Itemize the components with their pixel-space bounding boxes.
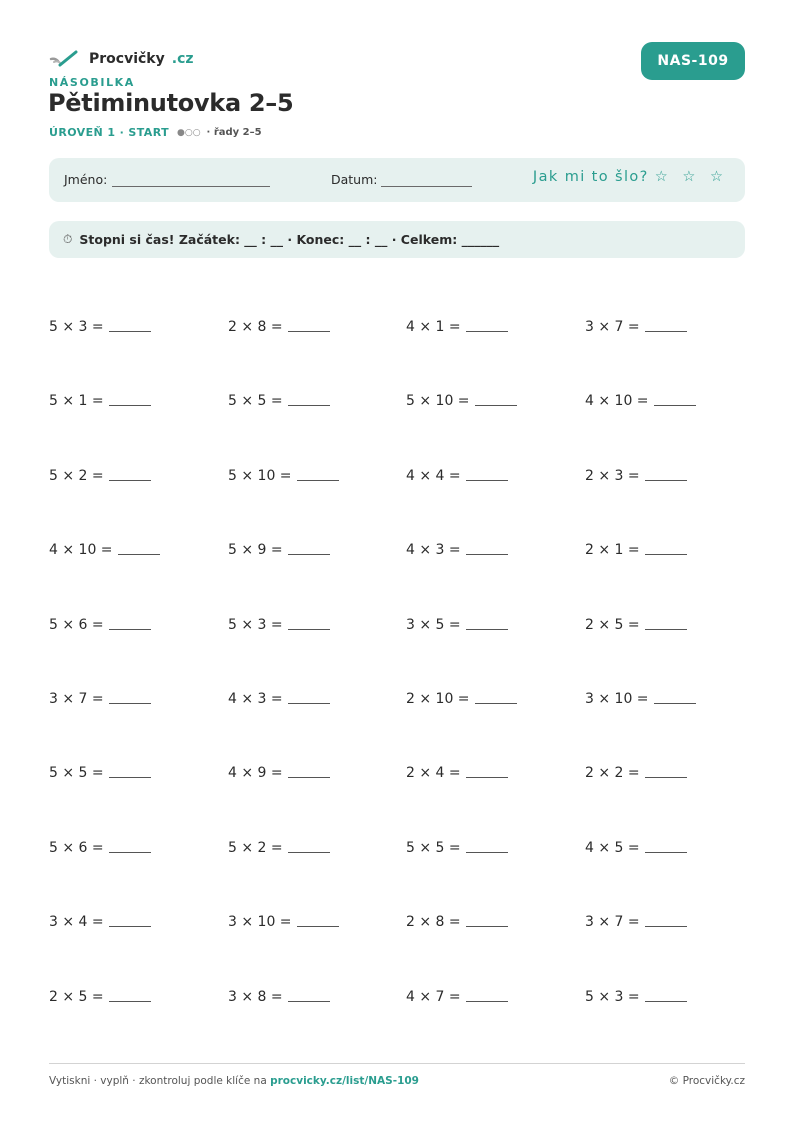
problem-item xyxy=(49,983,151,1005)
problem-expression: 5 × 1 = xyxy=(49,393,104,410)
checkmark-logo-icon xyxy=(49,49,79,69)
rows-label: · řady 2–5 xyxy=(206,127,262,138)
problem-item xyxy=(585,759,687,781)
worksheet-code-badge: NAS-109 xyxy=(641,42,745,80)
topic-kicker: NÁSOBILKA xyxy=(49,76,135,89)
footer-copyright: © Procvičky.cz xyxy=(668,1075,745,1087)
problem-expression: 2 × 5 = xyxy=(585,616,640,633)
problem-row xyxy=(49,908,764,982)
answer-blank[interactable] xyxy=(288,1001,330,1002)
problem-item xyxy=(406,462,508,484)
problem-item xyxy=(406,387,517,409)
problem-expression: 4 × 10 = xyxy=(49,542,113,559)
problem-expression: 4 × 3 = xyxy=(406,542,461,559)
name-bar xyxy=(49,158,745,202)
problem-expression: 3 × 7 = xyxy=(49,690,104,707)
answer-blank[interactable] xyxy=(645,331,687,332)
answer-blank[interactable] xyxy=(466,629,508,630)
problem-expression: 5 × 10 = xyxy=(406,393,470,410)
rating-stars[interactable]: ☆ ☆ ☆ xyxy=(654,169,728,185)
problem-item xyxy=(585,462,687,484)
answer-blank[interactable] xyxy=(466,480,508,481)
problem-item xyxy=(406,834,508,856)
answer-blank[interactable] xyxy=(645,554,687,555)
problem-row xyxy=(49,834,764,908)
answer-blank[interactable] xyxy=(109,926,151,927)
problem-expression: 5 × 5 = xyxy=(406,839,461,856)
problem-item xyxy=(228,313,330,335)
answer-blank[interactable] xyxy=(297,926,339,927)
problem-expression: 4 × 1 = xyxy=(406,319,461,335)
problem-expression: 5 × 6 = xyxy=(49,616,104,633)
page-title: Pětiminutovka 2–5 xyxy=(48,89,294,117)
self-rating-label: Jak mi to šlo? xyxy=(532,169,649,185)
problem-expression: 5 × 10 = xyxy=(228,467,292,484)
answer-blank[interactable] xyxy=(288,554,330,555)
problem-expression: 2 × 10 = xyxy=(406,690,470,707)
answer-blank[interactable] xyxy=(288,777,330,778)
problem-row xyxy=(49,611,764,685)
problem-item xyxy=(406,759,508,781)
level-line xyxy=(49,126,262,139)
answer-blank[interactable] xyxy=(109,331,151,332)
problem-item xyxy=(49,908,151,930)
problem-item xyxy=(49,611,151,633)
problem-item xyxy=(49,536,160,558)
date-label: Datum: xyxy=(331,172,378,187)
problem-expression: 5 × 6 = xyxy=(49,839,104,856)
answer-blank[interactable] xyxy=(645,926,687,927)
answer-blank[interactable] xyxy=(466,852,508,853)
brand-tld: .cz xyxy=(171,51,194,67)
footer-divider xyxy=(49,1063,745,1064)
answer-blank[interactable] xyxy=(645,480,687,481)
brand-name: Procvičky xyxy=(89,51,165,67)
answer-blank[interactable] xyxy=(475,405,517,406)
answer-blank[interactable] xyxy=(654,405,696,406)
problem-expression: 3 × 5 = xyxy=(406,616,461,633)
answer-blank[interactable] xyxy=(645,852,687,853)
stopwatch-icon: ⏱ xyxy=(63,232,73,246)
problem-row xyxy=(49,536,764,610)
problem-item xyxy=(406,983,508,1005)
problem-expression: 5 × 3 = xyxy=(585,988,640,1005)
problem-item xyxy=(228,462,339,484)
problem-item xyxy=(228,983,330,1005)
problem-expression: 2 × 1 = xyxy=(585,542,640,559)
timer-bar xyxy=(49,221,745,258)
problem-item xyxy=(228,834,330,856)
answer-blank[interactable] xyxy=(288,852,330,853)
problem-expression: 3 × 4 = xyxy=(49,914,104,931)
answer-blank[interactable] xyxy=(288,703,330,704)
answer-blank[interactable] xyxy=(109,1001,151,1002)
problem-expression: 2 × 4 = xyxy=(406,765,461,782)
answer-blank[interactable] xyxy=(297,480,339,481)
answer-blank[interactable] xyxy=(118,554,160,555)
problem-item xyxy=(228,685,330,707)
problem-expression: 3 × 10 = xyxy=(585,690,649,707)
answer-blank[interactable] xyxy=(466,777,508,778)
answer-blank[interactable] xyxy=(466,331,508,332)
answer-blank[interactable] xyxy=(466,926,508,927)
problem-expression: 5 × 9 = xyxy=(228,542,283,559)
answer-blank[interactable] xyxy=(645,1001,687,1002)
footer-instructions xyxy=(49,1075,419,1087)
answer-blank[interactable] xyxy=(109,405,151,406)
footer-link[interactable]: procvicky.cz/list/NAS-109 xyxy=(270,1075,419,1087)
problem-expression: 4 × 7 = xyxy=(406,988,461,1005)
problem-expression: 3 × 8 = xyxy=(228,988,283,1005)
problem-item xyxy=(406,685,517,707)
problem-expression: 4 × 9 = xyxy=(228,765,283,782)
problem-expression: 2 × 8 = xyxy=(406,914,461,931)
problem-row xyxy=(49,685,764,759)
self-rating xyxy=(533,169,728,185)
problem-item xyxy=(585,908,687,930)
answer-blank[interactable] xyxy=(109,480,151,481)
problem-item xyxy=(585,536,687,558)
problem-item xyxy=(49,313,151,335)
problem-expression: 4 × 5 = xyxy=(585,839,640,856)
answer-blank[interactable] xyxy=(466,1001,508,1002)
problem-expression: 3 × 10 = xyxy=(228,914,292,931)
answer-blank[interactable] xyxy=(288,405,330,406)
problem-item xyxy=(228,611,330,633)
problem-item xyxy=(228,908,339,930)
problem-item xyxy=(49,834,151,856)
problem-expression: 4 × 3 = xyxy=(228,690,283,707)
problem-expression: 4 × 4 = xyxy=(406,467,461,484)
difficulty-dots: ●○○ xyxy=(176,127,201,138)
problem-expression: 3 × 7 = xyxy=(585,319,640,335)
problem-item xyxy=(406,536,508,558)
problem-item xyxy=(228,759,330,781)
problem-item xyxy=(406,611,508,633)
problem-expression: 2 × 2 = xyxy=(585,765,640,782)
problem-expression: 4 × 10 = xyxy=(585,393,649,410)
answer-blank[interactable] xyxy=(288,629,330,630)
problem-expression: 3 × 7 = xyxy=(585,914,640,931)
answer-blank[interactable] xyxy=(466,554,508,555)
problem-grid xyxy=(49,313,764,1057)
answer-blank[interactable] xyxy=(109,777,151,778)
answer-blank[interactable] xyxy=(288,331,330,332)
problem-expression: 5 × 5 = xyxy=(228,393,283,410)
problem-item xyxy=(585,834,687,856)
problem-expression: 5 × 3 = xyxy=(228,616,283,633)
footer-instructions-text: Vytiskni · vyplň · zkontroluj podle klíče na xyxy=(49,1075,271,1087)
name-field[interactable] xyxy=(112,186,270,187)
problem-expression: 2 × 5 = xyxy=(49,988,104,1005)
problem-row xyxy=(49,313,764,387)
problem-item xyxy=(585,685,696,707)
problem-expression: 2 × 3 = xyxy=(585,467,640,484)
problem-item xyxy=(585,313,687,335)
answer-blank[interactable] xyxy=(645,777,687,778)
problem-item xyxy=(49,462,151,484)
problem-row xyxy=(49,983,764,1057)
answer-blank[interactable] xyxy=(654,703,696,704)
level-label: ÚROVEŇ 1 · START xyxy=(49,126,169,139)
answer-blank[interactable] xyxy=(109,703,151,704)
problem-row xyxy=(49,462,764,536)
problem-expression: 2 × 8 = xyxy=(228,319,283,335)
problem-item xyxy=(49,387,151,409)
name-label: Jméno: xyxy=(64,172,108,187)
answer-blank[interactable] xyxy=(475,703,517,704)
answer-blank[interactable] xyxy=(109,629,151,630)
problem-expression: 5 × 5 = xyxy=(49,765,104,782)
problem-item xyxy=(406,313,508,335)
problem-item xyxy=(406,908,508,930)
problem-item xyxy=(49,685,151,707)
answer-blank[interactable] xyxy=(645,629,687,630)
answer-blank[interactable] xyxy=(109,852,151,853)
problem-row xyxy=(49,759,764,833)
problem-expression: 5 × 2 = xyxy=(228,839,283,856)
timer-instructions: Stopni si čas! Začátek: __ : __ · Konec: __ : __ · Celkem: ______ xyxy=(79,232,500,247)
problem-expression: 5 × 3 = xyxy=(49,319,104,335)
problem-expression: 5 × 2 = xyxy=(49,467,104,484)
problem-item xyxy=(585,983,687,1005)
problem-item xyxy=(585,387,696,409)
problem-item xyxy=(585,611,687,633)
brand-logo[interactable] xyxy=(49,49,194,69)
problem-item xyxy=(49,759,151,781)
date-field[interactable] xyxy=(381,186,472,187)
problem-item xyxy=(228,387,330,409)
problem-row xyxy=(49,387,764,461)
problem-item xyxy=(228,536,330,558)
